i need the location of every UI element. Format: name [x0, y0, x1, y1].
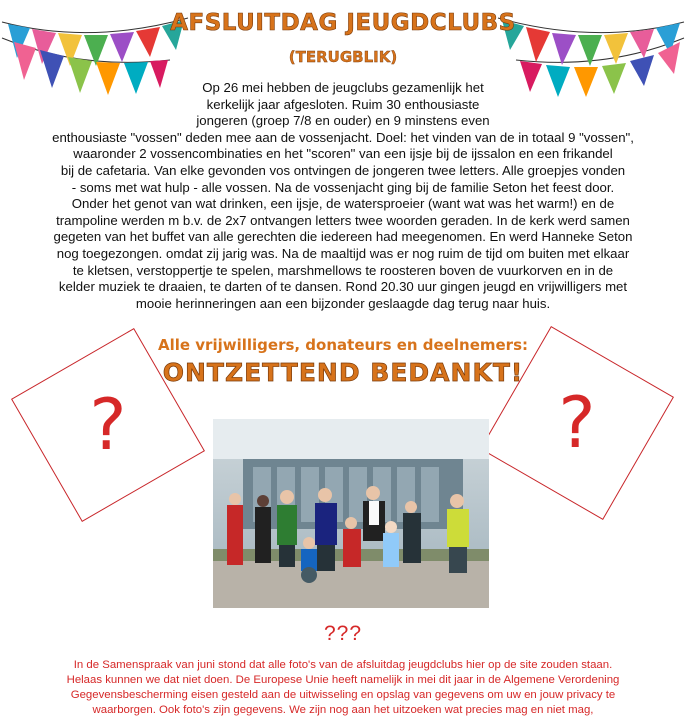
group-photo-image — [213, 419, 489, 608]
story-line: - soms met wat hulp - alle vossen. Na de vossenjacht ging bij de familie Seton het feest door. — [71, 179, 615, 195]
story-line: kelder muziek te draaien, te darten of te dansen. Rond 20.30 uur gingen jeugd en vrijwilligers met — [58, 279, 628, 295]
notice-line: Helaas kunnen we dat niet doen. De Europese Unie heeft namelijk in mei dit jaar in de Algemene Verordening — [66, 674, 620, 686]
story-line: nog toegezongen. omdat zij jarig was. Na de maaltijd was er nog ruim de tijd om buiten met elkaar — [56, 245, 630, 261]
story-line: kerkelijk jaar afgesloten. Ruim 30 enthousiaste — [206, 96, 480, 112]
story-line: Onder het genot van wat drinken, een ijsje, de watersproeier (want wat was het warm!) en de — [71, 196, 615, 212]
notice-line: Gegevensbescherming eisen gesteld aan de uitwisseling en opslag van gegevens om uw en jouw privacy te — [70, 689, 616, 701]
story-line: enthousiaste "vossen" deden mee aan de vossenjacht. Doel: het vinden van de in totaal 9 "vossen", — [52, 129, 634, 145]
story-line: bij de cafetaria. Van elke gevonden vos ontvingen de jongeren twee letters. Alle groepjes vonden — [60, 162, 626, 178]
thanks-headline: ONTZETTEND BEDANKT! — [162, 358, 524, 387]
story-line: mooie herinneringen aan een bijzonder geslaagde dag terug naar huis. — [135, 295, 551, 311]
photo-placeholder-left — [11, 328, 205, 522]
notice-line: waarborgen. Ook foto's zijn gegevens. We zijn nog aan het uitzoeken wat precies mag en niet mag, — [92, 704, 594, 716]
story-text — [16, 80, 670, 312]
story-line: waaronder 2 vossencombinaties en het "scoren" van een ijsje bij de ijssalon en een frikandel — [73, 146, 613, 162]
story-line: gegeten van het buffet van alle gerechten die iedereen had meegenomen. En werd Hanneke Seton — [53, 229, 633, 245]
privacy-notice — [10, 658, 676, 718]
page-title: AFSLUITDAG JEUGDCLUBS — [170, 10, 516, 36]
question-mark-icon: ? — [558, 382, 596, 464]
notice-line: In de Samenspraak van juni stond dat alle foto's van de afsluitdag jeugdclubs hier op de site zouden staan. — [73, 659, 613, 671]
page-subtitle: (TERUGBLIK) — [288, 48, 398, 66]
question-mark-icon: ? — [89, 384, 127, 466]
thanks-intro: Alle vrijwilligers, donateurs en deelnemers: — [157, 336, 529, 354]
story-line: trampoline werden m b.v. de 2x7 ontvangen letters twee woorden geraden. In de kerk werd samen — [56, 212, 630, 228]
story-line: te kletsen, verstoppertje te spelen, marshmellows te roosteren boven de vuurkorven en in de — [72, 262, 614, 278]
photo-placeholder-right — [480, 326, 674, 520]
story-line: Op 26 mei hebben de jeugclubs gezamenlijk het — [202, 80, 484, 95]
question-marks: ??? — [323, 622, 363, 645]
story-line: jongeren (groep 7/8 en ouder) en 9 minstens even — [196, 113, 490, 129]
